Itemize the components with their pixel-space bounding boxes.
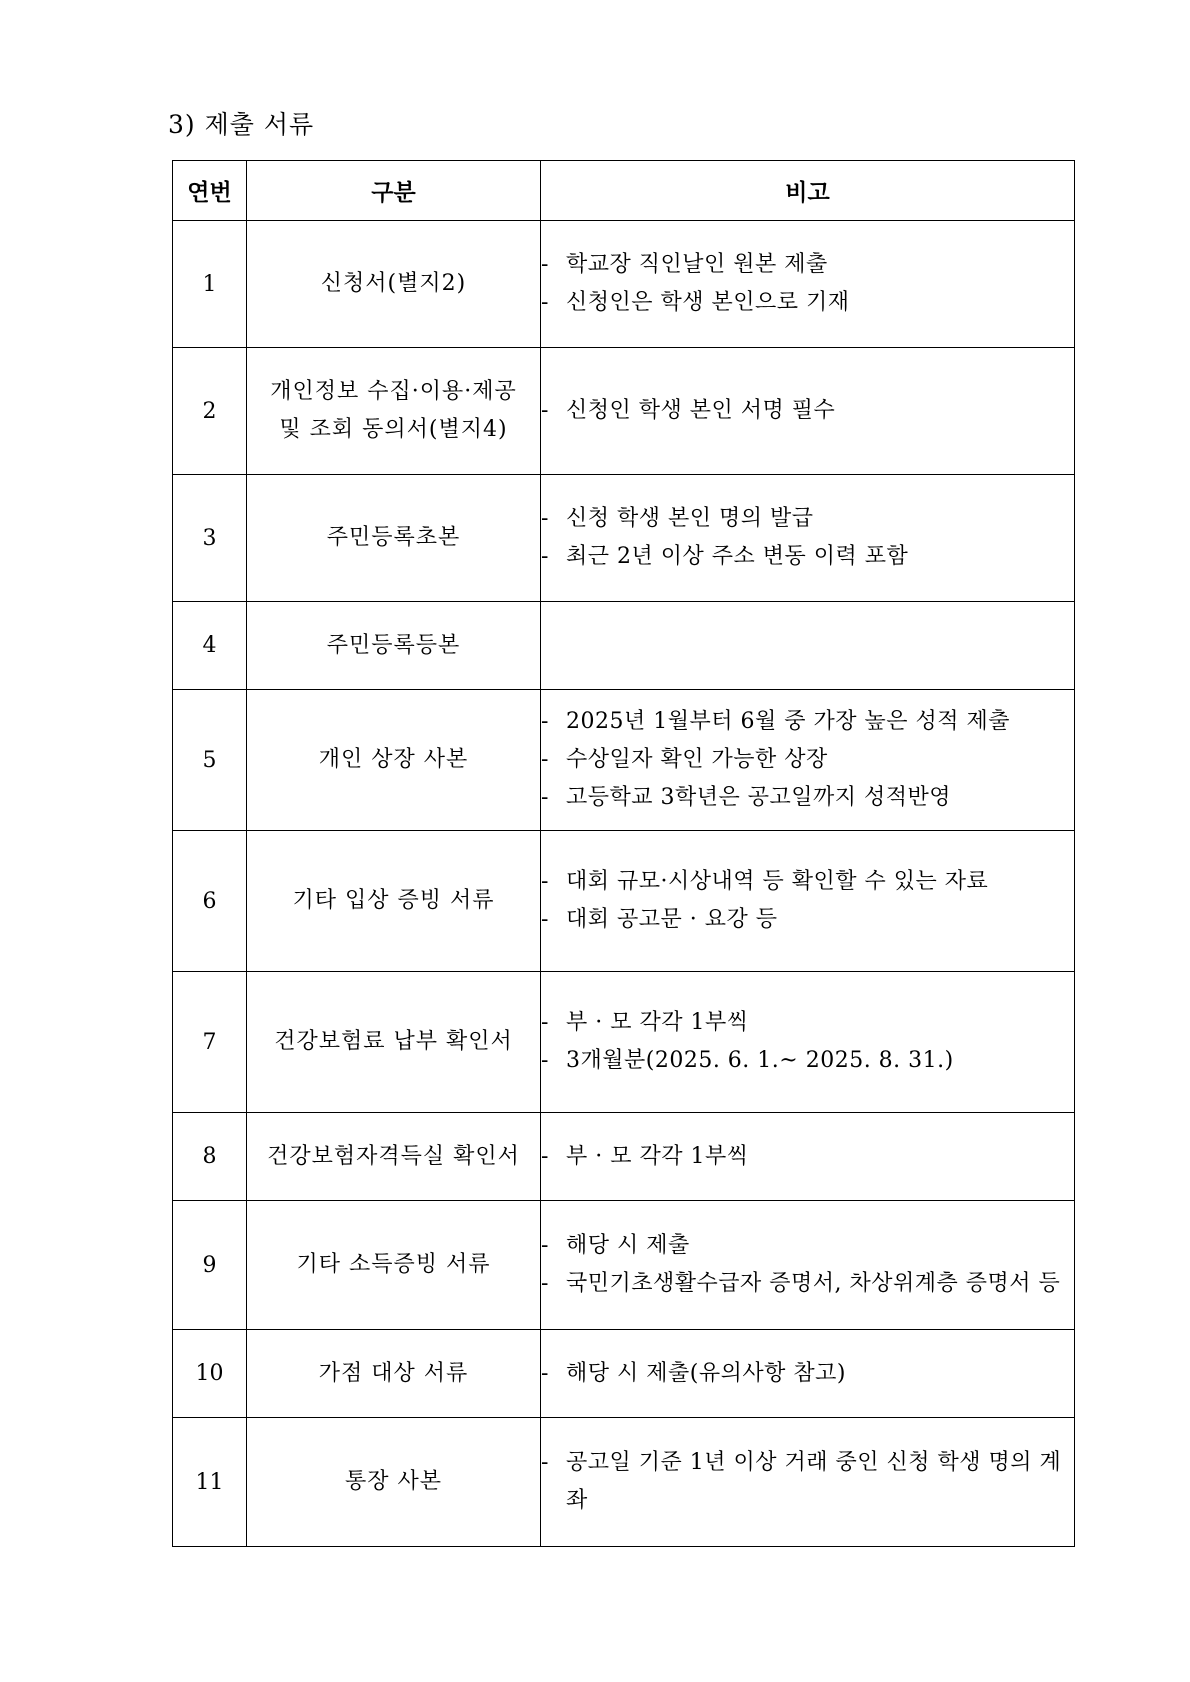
note-line: - 부 · 모 각각 1부씩 (541, 1143, 749, 1169)
row-notes (541, 348, 1075, 475)
category-line: 주민등록초본 (326, 525, 461, 550)
note-line: - 부 · 모 각각 1부씩 (541, 1010, 749, 1035)
row-category (247, 475, 541, 602)
row-category (247, 221, 541, 348)
row-notes (541, 1418, 1075, 1547)
note-text: 국민기초생활수급자 증명서, 차상위계층 증명서 등 (566, 1271, 1061, 1296)
row-number: 6 (173, 831, 247, 972)
row-notes (541, 831, 1075, 972)
row-number: 11 (173, 1418, 247, 1547)
row-notes (541, 690, 1075, 831)
note-line: - 3개월분(2025. 6. 1.~ 2025. 8. 31.) (541, 1048, 954, 1073)
header-no: 연번 (173, 161, 247, 221)
category-line: 및 조회 동의서(별지4) (279, 417, 508, 442)
row-category (247, 1201, 541, 1330)
category-line: 주민등록등본 (326, 632, 461, 658)
note-text: 부 · 모 각각 1부씩 (566, 1143, 749, 1169)
table-row (173, 348, 1075, 475)
note-line: - 수상일자 확인 가능한 상장 (541, 747, 828, 772)
note-line: - 대회 공고문 · 요강 등 (541, 907, 778, 932)
category-line: 가점 대상 서류 (318, 1360, 469, 1386)
note-text: 부 · 모 각각 1부씩 (566, 1010, 749, 1035)
table-row (173, 475, 1075, 602)
table-header-row (173, 161, 1075, 221)
row-category (247, 1330, 541, 1418)
note-line: - 2025년 1월부터 6월 중 가장 높은 성적 제출 (541, 709, 1010, 734)
row-notes (541, 1201, 1075, 1330)
row-number: 10 (173, 1330, 247, 1418)
note-line: - 최근 2년 이상 주소 변동 이력 포함 (541, 544, 909, 569)
row-number: 5 (173, 690, 247, 831)
row-category (247, 1418, 541, 1547)
note-text: 3개월분(2025. 6. 1.~ 2025. 8. 31.) (566, 1048, 954, 1073)
category-line: 개인 상장 사본 (318, 747, 469, 772)
row-category (247, 690, 541, 831)
category-line: 통장 사본 (344, 1469, 442, 1494)
section-title: 3) 제출 서류 (168, 110, 315, 139)
category-line: 건강보험료 납부 확인서 (274, 1029, 513, 1054)
row-category (247, 348, 541, 475)
table-row (173, 831, 1075, 972)
note-text: 신청인 학생 본인 서명 필수 (566, 398, 836, 423)
row-category (247, 1113, 541, 1201)
table-row (173, 221, 1075, 348)
note-text: 공고일 기준 1년 이상 거래 중인 신청 학생 명의 계좌 (566, 1450, 1062, 1513)
row-number: 2 (173, 348, 247, 475)
row-number: 7 (173, 972, 247, 1113)
row-number: 1 (173, 221, 247, 348)
row-notes (541, 602, 1075, 690)
row-notes (541, 1330, 1075, 1418)
category-line: 기타 입상 증빙 서류 (292, 888, 495, 913)
row-notes (541, 221, 1075, 348)
note-line: - 대회 규모·시상내역 등 확인할 수 있는 자료 (541, 869, 989, 894)
row-notes (541, 1113, 1075, 1201)
table-row (173, 1201, 1075, 1330)
note-line: - 해당 시 제출 (541, 1233, 690, 1258)
table-row (173, 1330, 1075, 1418)
row-category (247, 972, 541, 1113)
note-text: 학교장 직인날인 원본 제출 (566, 252, 828, 277)
note-line: - 공고일 기준 1년 이상 거래 중인 신청 학생 명의 계좌 (541, 1450, 1062, 1513)
category-line: 건강보험자격득실 확인서 (267, 1143, 520, 1169)
note-line: - 국민기초생활수급자 증명서, 차상위계층 증명서 등 (541, 1271, 1061, 1296)
header-category: 구분 (247, 161, 541, 221)
note-text: 수상일자 확인 가능한 상장 (566, 747, 828, 772)
row-notes (541, 475, 1075, 602)
documents-table (172, 160, 1075, 1547)
row-category (247, 831, 541, 972)
note-text: 해당 시 제출 (566, 1233, 690, 1258)
note-text: 고등학교 3학년은 공고일까지 성적반영 (566, 785, 952, 810)
note-line: - 신청인 학생 본인 서명 필수 (541, 398, 836, 423)
note-text: 신청인은 학생 본인으로 기재 (566, 290, 850, 315)
note-line: - 고등학교 3학년은 공고일까지 성적반영 (541, 785, 952, 810)
category-line: 기타 소득증빙 서류 (296, 1252, 491, 1277)
row-notes (541, 972, 1075, 1113)
note-text: 대회 규모·시상내역 등 확인할 수 있는 자료 (566, 869, 989, 894)
table-row (173, 1113, 1075, 1201)
table-row (173, 1418, 1075, 1547)
note-line: - 해당 시 제출(유의사항 참고) (541, 1360, 846, 1386)
row-number: 3 (173, 475, 247, 602)
note-text: 대회 공고문 · 요강 등 (566, 907, 778, 932)
table-row (173, 602, 1075, 690)
category-line: 개인정보 수집·이용·제공 (270, 379, 517, 404)
table-row (173, 972, 1075, 1113)
note-text: 2025년 1월부터 6월 중 가장 높은 성적 제출 (566, 709, 1010, 734)
row-number: 4 (173, 602, 247, 690)
note-text: 최근 2년 이상 주소 변동 이력 포함 (566, 544, 909, 569)
note-line: - 신청인은 학생 본인으로 기재 (541, 290, 850, 315)
table-row (173, 690, 1075, 831)
row-category (247, 602, 541, 690)
category-line: 신청서(별지2) (320, 271, 467, 296)
note-line: - 학교장 직인날인 원본 제출 (541, 252, 828, 277)
note-line: - 신청 학생 본인 명의 발급 (541, 506, 814, 531)
note-text: 해당 시 제출(유의사항 참고) (566, 1360, 846, 1386)
note-text: 신청 학생 본인 명의 발급 (566, 506, 814, 531)
row-number: 9 (173, 1201, 247, 1330)
row-number: 8 (173, 1113, 247, 1201)
header-notes: 비고 (541, 161, 1075, 221)
